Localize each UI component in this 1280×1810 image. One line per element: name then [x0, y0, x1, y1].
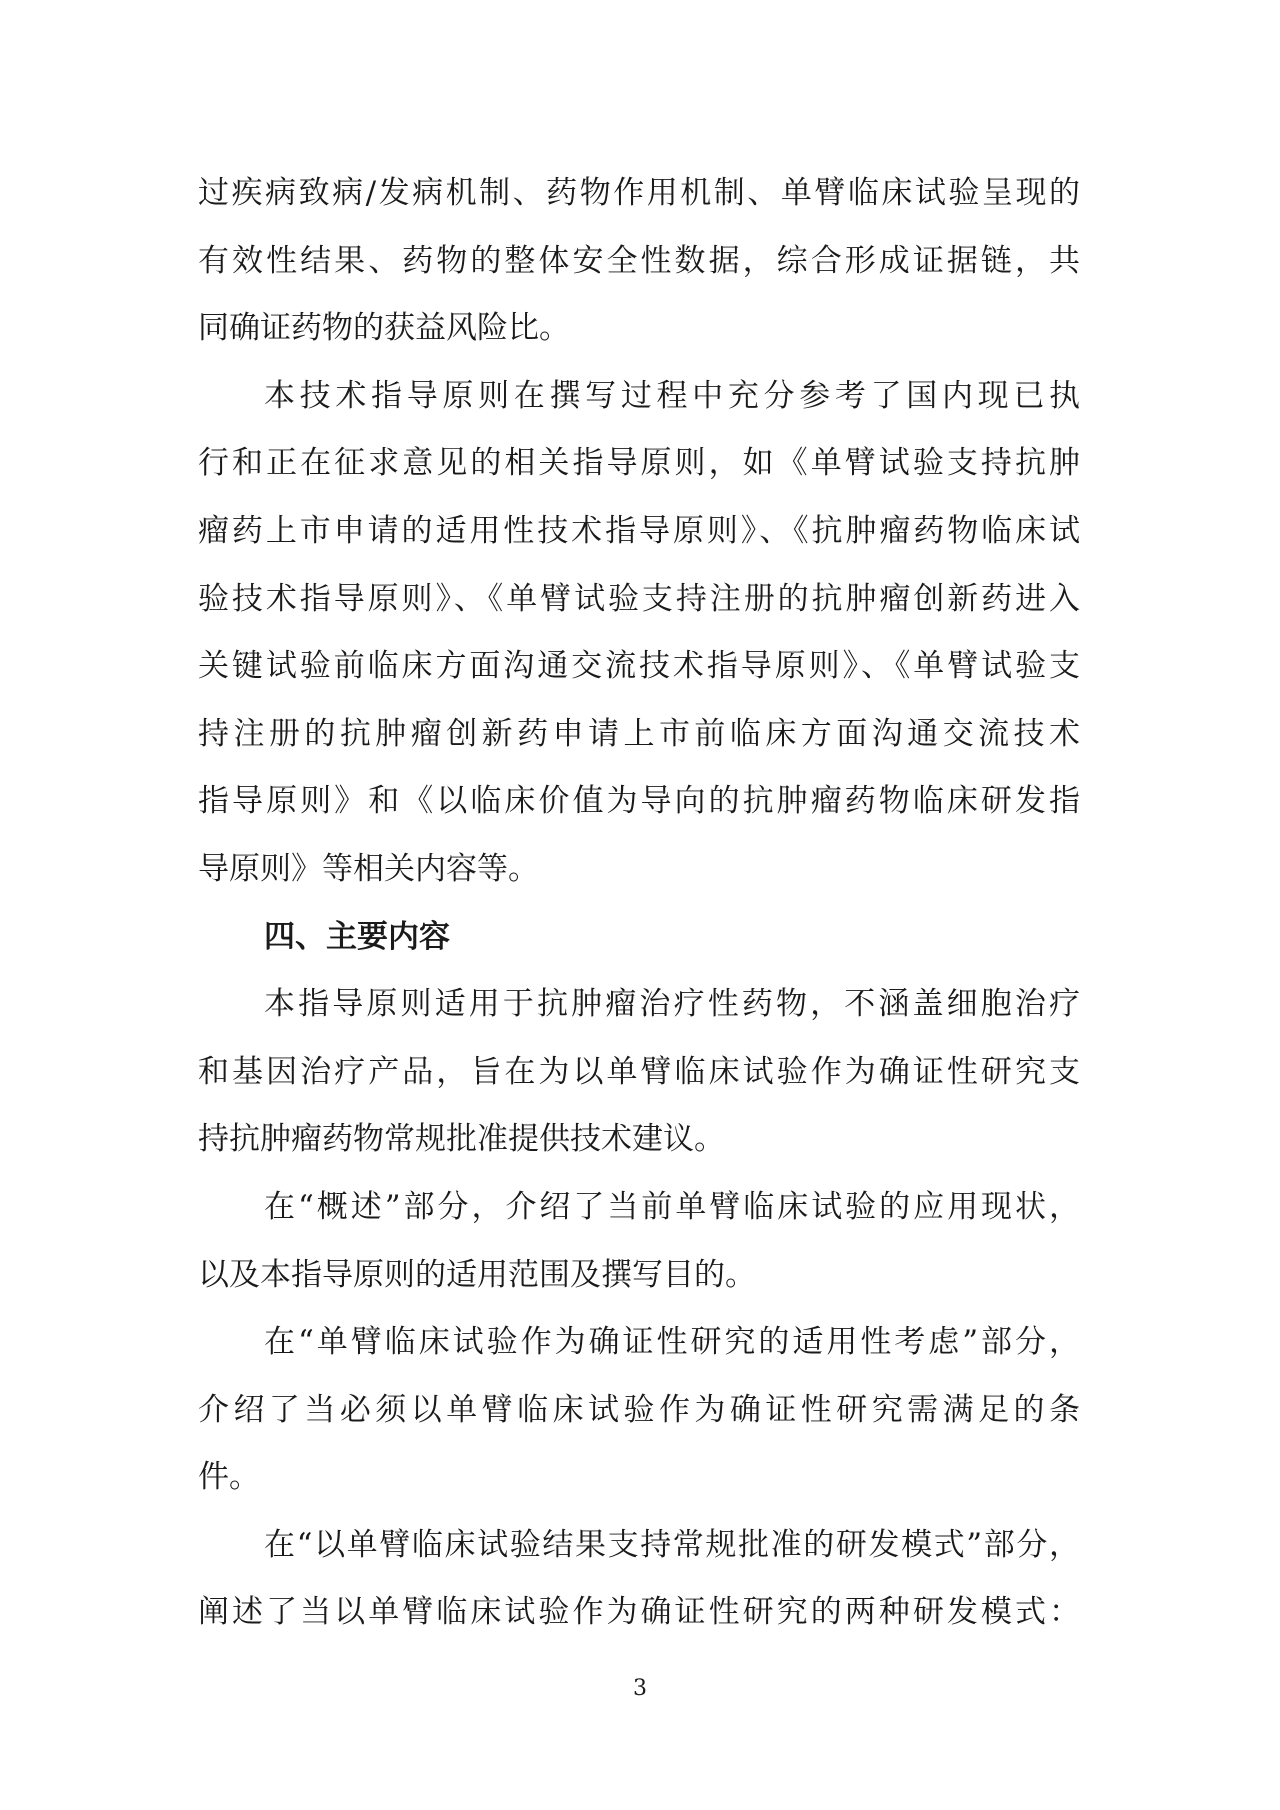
paragraph-line: 关键试验前临床方面沟通交流技术指导原则》、《单臂试验支 — [198, 648, 1080, 685]
paragraph-line: 介绍了当必须以单臂临床试验作为确证性研究需满足的条 — [198, 1391, 1080, 1428]
paragraph-line: 件。 — [198, 1459, 260, 1496]
paragraph-line: 瘤药上市申请的适用性技术指导原则》、《抗肿瘤药物临床试 — [198, 512, 1080, 549]
paragraph-line: 指导原则》和《以临床价值为导向的抗肿瘤药物临床研发指 — [198, 783, 1080, 820]
paragraph-line: 本指导原则适用于抗肿瘤治疗性药物，不涵盖细胞治疗 — [264, 986, 1080, 1023]
paragraph-line: 和基因治疗产品，旨在为以单臂临床试验作为确证性研究支 — [198, 1053, 1080, 1090]
paragraph-line: 在“概述”部分，介绍了当前单臂临床试验的应用现状， — [264, 1188, 1080, 1225]
paragraph-line: 验技术指导原则》、《单臂试验支持注册的抗肿瘤创新药进入 — [198, 580, 1080, 617]
body-text — [198, 160, 1080, 1647]
section-heading: 四、主要内容 — [264, 918, 450, 955]
paragraph-line: 在“单臂临床试验作为确证性研究的适用性考虑”部分， — [264, 1324, 1080, 1361]
paragraph-line: 阐述了当以单臂临床试验作为确证性研究的两种研发模式： — [198, 1594, 1080, 1631]
paragraph-line: 导原则》等相关内容等。 — [198, 850, 539, 887]
paragraph-line: 在“以单臂临床试验结果支持常规批准的研发模式”部分， — [264, 1526, 1080, 1563]
page-number: 3 — [633, 1676, 647, 1701]
paragraph-line: 有效性结果、药物的整体安全性数据，综合形成证据链，共 — [198, 242, 1080, 279]
paragraph-line: 以及本指导原则的适用范围及撰写目的。 — [198, 1256, 756, 1293]
paragraph-line: 持抗肿瘤药物常规批准提供技术建议。 — [198, 1121, 725, 1158]
paragraph-line: 持注册的抗肿瘤创新药申请上市前临床方面沟通交流技术 — [198, 715, 1080, 752]
paragraph-line: 同确证药物的获益风险比。 — [198, 310, 570, 347]
paragraph-line: 过疾病致病/发病机制、药物作用机制、单臂临床试验呈现的 — [198, 175, 1080, 211]
paragraph-line: 本技术指导原则在撰写过程中充分参考了国内现已执 — [264, 377, 1080, 414]
paragraph-line: 行和正在征求意见的相关指导原则，如《单臂试验支持抗肿 — [198, 445, 1080, 482]
